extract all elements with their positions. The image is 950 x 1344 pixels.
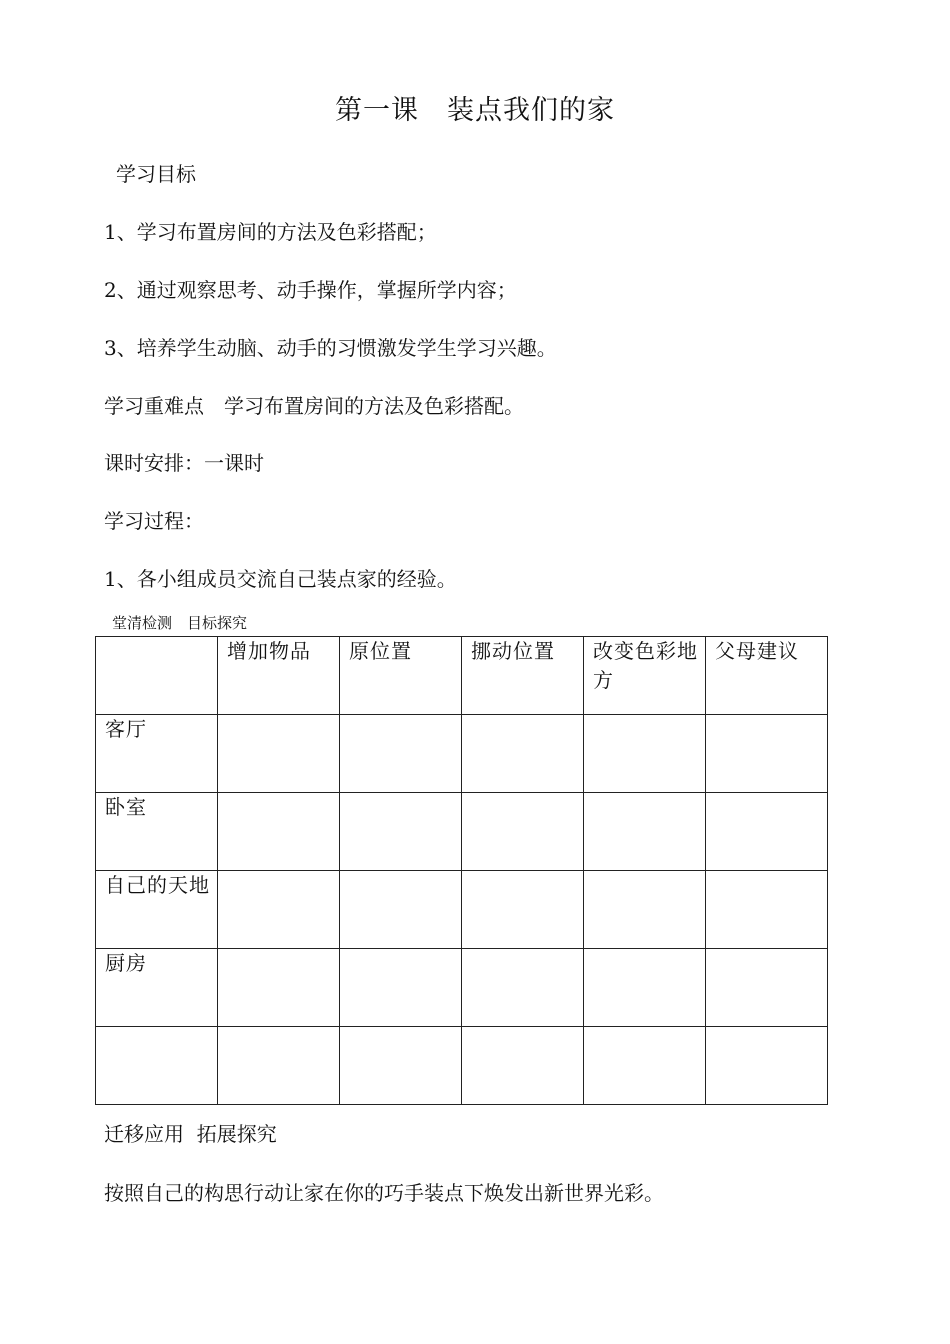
- table-cell: [706, 949, 828, 1027]
- header-cell-added-items: 增加物品: [218, 637, 340, 715]
- table-cell: [340, 715, 462, 793]
- table-cell: [340, 871, 462, 949]
- table-cell: [340, 1027, 462, 1105]
- table-cell: [462, 1027, 584, 1105]
- table-row: [96, 871, 828, 949]
- schedule: 课时安排：一课时: [104, 451, 264, 475]
- row-label-living-room: 客厅: [96, 715, 218, 793]
- table-cell: [706, 1027, 828, 1105]
- table-cell: [218, 1027, 340, 1105]
- row-label-kitchen: 厨房: [96, 949, 218, 1027]
- table-cell: [462, 793, 584, 871]
- header-cell-parent-advice: 父母建议: [706, 637, 828, 715]
- table-cell: [584, 949, 706, 1027]
- table-cell: [584, 793, 706, 871]
- process-step-1: 1、各小组成员交流自己装点家的经验。: [104, 567, 457, 591]
- table-cell: [462, 871, 584, 949]
- extension-heading: 迁移应用 拓展探究: [104, 1122, 277, 1146]
- table-cell: [340, 949, 462, 1027]
- row-label-empty: [96, 1027, 218, 1105]
- table-row: [96, 715, 828, 793]
- header-cell-original-position: 原位置: [340, 637, 462, 715]
- table-cell: [340, 793, 462, 871]
- table-cell: [706, 793, 828, 871]
- table-cell: [218, 949, 340, 1027]
- table-row: [96, 949, 828, 1027]
- table-cell: [584, 1027, 706, 1105]
- process-heading: 学习过程：: [104, 509, 204, 533]
- row-label-bedroom: 卧室: [96, 793, 218, 871]
- objective-2: 2、通过观察思考、动手操作，掌握所学内容；: [104, 278, 517, 302]
- table-cell: [584, 871, 706, 949]
- header-cell-color-change: 改变色彩地方: [584, 637, 706, 715]
- row-label-own-space: 自己的天地: [96, 871, 218, 949]
- key-points: 学习重难点 学习布置房间的方法及色彩搭配。: [104, 394, 524, 418]
- objective-3: 3、培养学生动脑、动手的习惯激发学生学习兴趣。: [104, 336, 557, 360]
- table-cell: [706, 871, 828, 949]
- page-title: 第一课 装点我们的家: [335, 95, 615, 126]
- table-row: [96, 793, 828, 871]
- table-cell: [218, 793, 340, 871]
- table-row: [96, 1027, 828, 1105]
- extension-text: 按照自己的构思行动让家在你的巧手装点下焕发出新世界光彩。: [104, 1181, 664, 1205]
- objective-1: 1、学习布置房间的方法及色彩搭配；: [104, 220, 437, 244]
- table-cell: [218, 715, 340, 793]
- table-cell: [462, 715, 584, 793]
- table-caption: 堂清检测 目标探究: [112, 614, 248, 632]
- table-cell: [462, 949, 584, 1027]
- table-cell: [584, 715, 706, 793]
- header-cell-moved-position: 挪动位置: [462, 637, 584, 715]
- table-header-row: [96, 637, 828, 715]
- table-cell: [218, 871, 340, 949]
- planning-table: [95, 636, 828, 1105]
- table-cell: [706, 715, 828, 793]
- header-cell-empty: [96, 637, 218, 715]
- objectives-heading: 学习目标: [116, 162, 196, 186]
